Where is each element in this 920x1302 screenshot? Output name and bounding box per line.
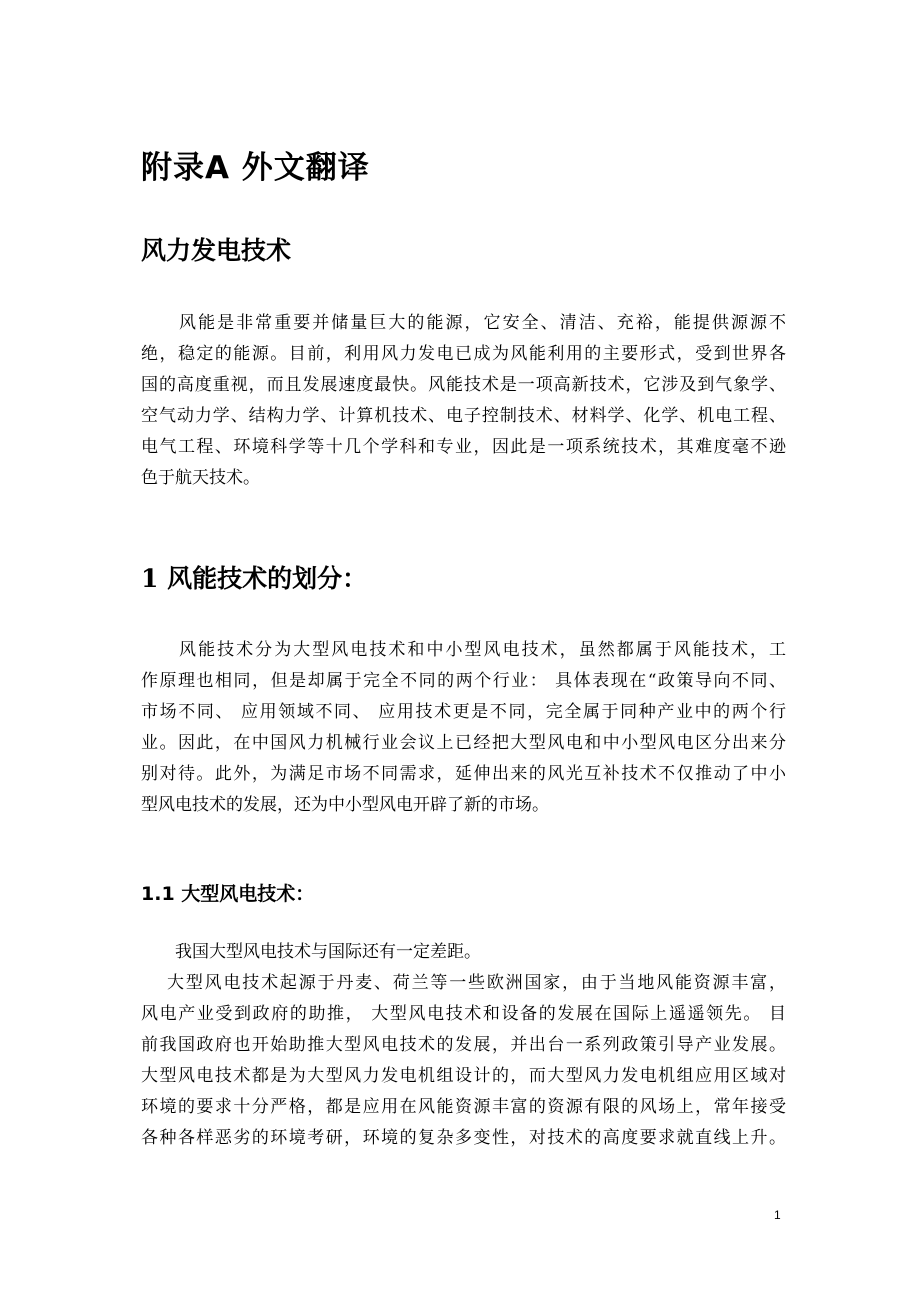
section-1-line: 型风电技术的发展，还为中小型风电开辟了新的市场。 <box>141 795 549 815</box>
intro-line: 色于航天技术。 <box>141 468 260 488</box>
section-1-1-paragraph <box>141 937 786 1154</box>
section-1-paragraph <box>141 635 786 821</box>
intro-line: 风能是非常重要并储量巨大的能源，它安全、清洁、充裕，能提供源源不 <box>141 313 786 333</box>
intro-line: 空气动力学、结构力学、计算机技术、电子控制技术、材料学、化学、机电工程、 <box>141 406 786 426</box>
section-1-line: 别对待。此外，为满足市场不同需求，延伸出来的风光互补技术不仅推动了中小 <box>141 764 786 784</box>
page-number: 1 <box>774 1208 781 1222</box>
appendix-title: 附录A 外文翻译 <box>141 150 370 186</box>
section-1-1-line: 前我国政府也开始助推大型风电技术的发展，并出台一系列政策引导产业发展。 <box>141 1035 786 1055</box>
article-title: 风力发电技术 <box>141 236 292 265</box>
intro-line: 电气工程、环境科学等十几个学科和专业，因此是一项系统技术，其难度毫不逊 <box>141 437 786 457</box>
section-1-1-line: 各种各样恶劣的环境考研，环境的复杂多变性，对技术的高度要求就直线上升。 <box>141 1128 786 1148</box>
intro-line: 绝，稳定的能源。目前，利用风力发电已成为风能利用的主要形式，受到世界各 <box>141 344 786 364</box>
section-1-1-line: 环境的要求十分严格，都是应用在风能资源丰富的资源有限的风场上，常年接受 <box>141 1097 786 1117</box>
section-1-1-title: 1.1 大型风电技术： <box>141 883 315 905</box>
section-1-line: 市场不同、 应用领域不同、 应用技术更是不同，完全属于同种产业中的两个行 <box>141 702 786 722</box>
section-1-1-line: 我国大型风电技术与国际还有一定差距。 <box>141 942 481 962</box>
intro-paragraph <box>141 308 786 494</box>
section-1-line: 作原理也相同，但是却属于完全不同的两个行业： 具体表现在“政策导向不同、 <box>141 671 786 691</box>
section-1-1-line: 风电产业受到政府的助推， 大型风电技术和设备的发展在国际上遥遥领先。 目 <box>141 1004 786 1024</box>
section-1-1-line: 大型风电技术起源于丹麦、荷兰等一些欧洲国家，由于当地风能资源丰富， <box>141 973 786 993</box>
section-1-line: 业。因此，在中国风力机械行业会议上已经把大型风电和中小型风电区分出来分 <box>141 733 786 753</box>
section-1-1-line: 大型风电技术都是为大型风力发电机组设计的，而大型风力发电机组应用区域对 <box>141 1066 786 1086</box>
intro-line: 国的高度重视，而且发展速度最快。风能技术是一项高新技术，它涉及到气象学、 <box>141 375 786 395</box>
section-1-line: 风能技术分为大型风电技术和中小型风电技术，虽然都属于风能技术，工 <box>141 640 786 660</box>
section-1-title: 1 风能技术的划分： <box>141 564 368 593</box>
